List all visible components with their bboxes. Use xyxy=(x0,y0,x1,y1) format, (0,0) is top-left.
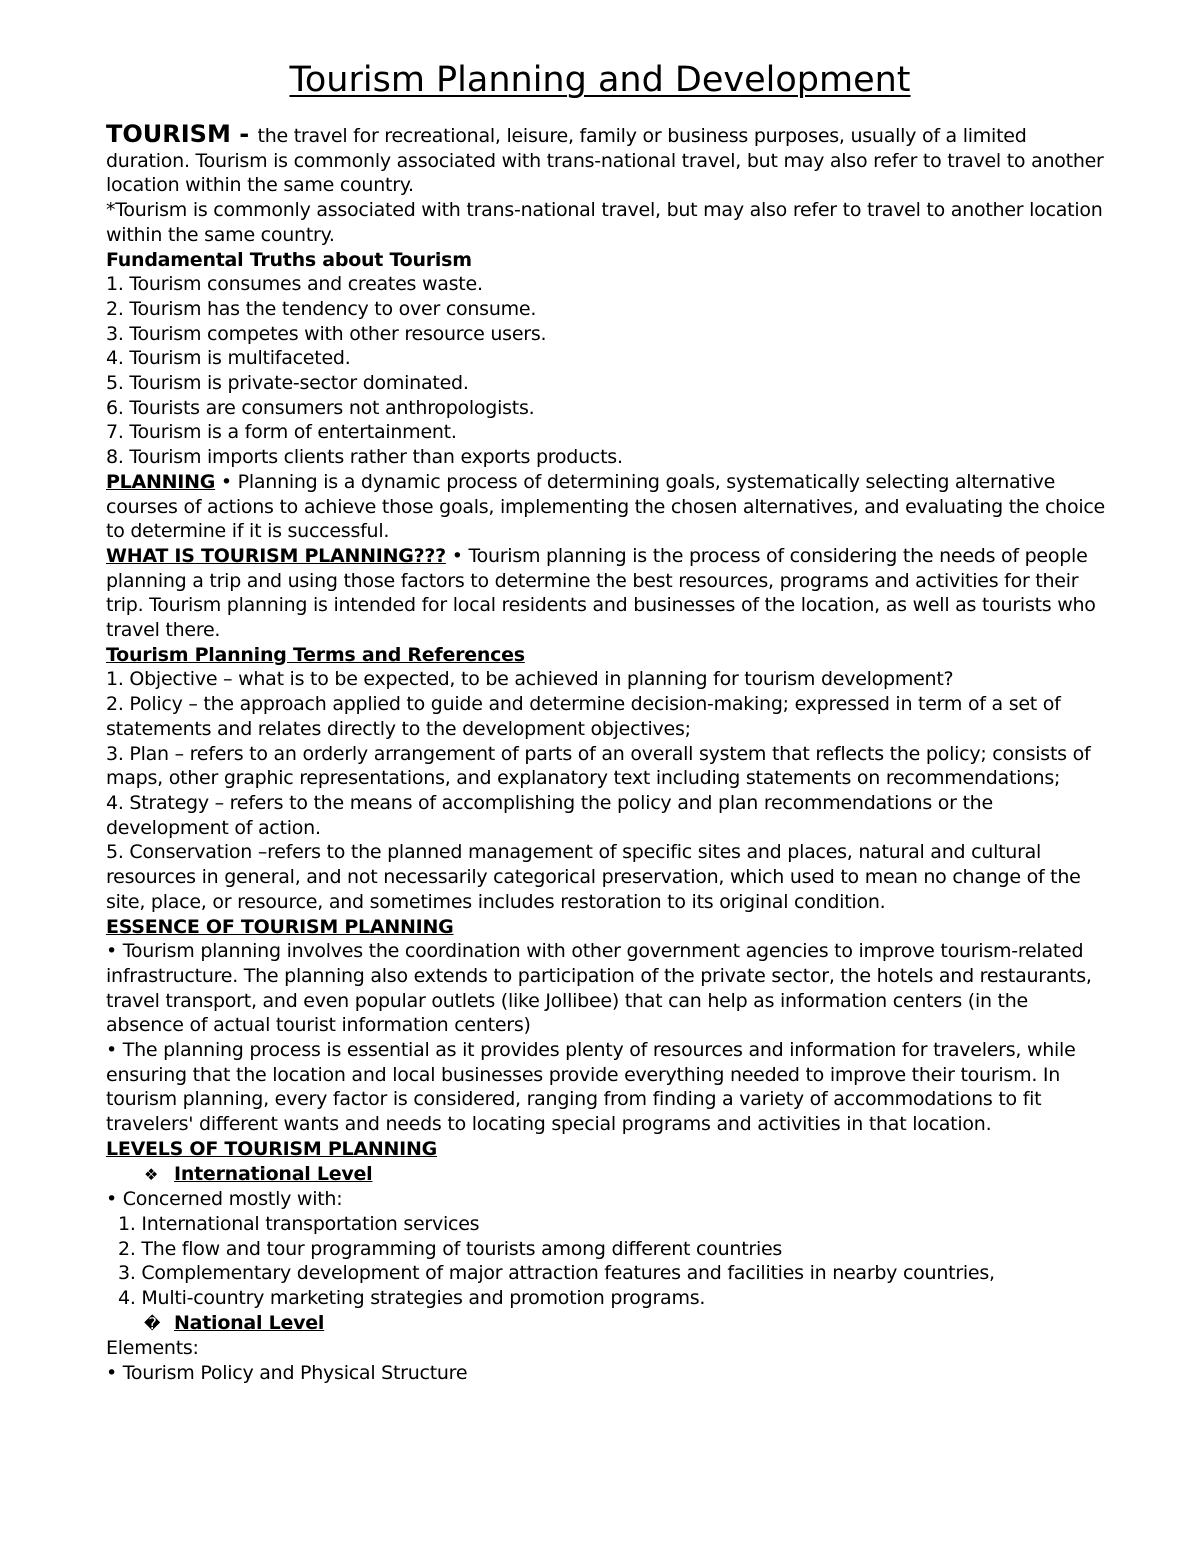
fundamental-truths-list xyxy=(106,272,1106,470)
list-item: 1. Objective – what is to be expected, to be achieved in planning for tourism development? xyxy=(106,668,954,691)
levels-heading: LEVELS OF TOURISM PLANNING xyxy=(106,1137,437,1160)
national-elements-label: Elements: xyxy=(106,1337,199,1360)
list-item: 2. The flow and tour programming of tourists among different countries xyxy=(118,1237,783,1260)
national-level-label: National Level xyxy=(174,1311,325,1334)
list-item: 1. International transportation services xyxy=(118,1212,480,1235)
list-item: 2. Tourism has the tendency to over consume. xyxy=(106,297,537,320)
list-item: 5. Conservation –refers to the planned management of specific sites and places, natural and cultural resources in general, and not necessarily categorical preservation, which used to mean no change of the site, place, or resource, and sometimes includes restoration to its original condition. xyxy=(106,841,1081,913)
page-title: Tourism Planning and Development xyxy=(289,60,911,100)
list-item: • Tourism Policy and Physical Structure xyxy=(106,1362,468,1385)
diamond-bullet-icon: ❖ xyxy=(144,1164,159,1184)
list-item: 4. Strategy – refers to the means of accomplishing the policy and plan recommendations or the development of action. xyxy=(106,791,993,839)
list-item: • Tourism planning involves the coordination with other government agencies to improve tourism-related infrastructure. The planning also extends to participation of the private sector, the hotels and restaurants, travel transport, and even popular outlets (like Jollibee) that can help as information centers (in the absence of actual tourist information centers) xyxy=(106,940,1092,1037)
international-level-label: International Level xyxy=(174,1162,373,1185)
tourism-definition-paragraph xyxy=(106,122,1106,198)
list-item: 7. Tourism is a form of entertainment. xyxy=(106,421,457,444)
list-item: 4. Tourism is multifaceted. xyxy=(106,347,351,370)
list-item: 4. Multi-country marketing strategies and promotion programs. xyxy=(118,1287,706,1310)
tourism-note: *Tourism is commonly associated with trans-national travel, but may also refer to travel to another location within the same country. xyxy=(106,199,1103,246)
essence-heading: ESSENCE OF TOURISM PLANNING xyxy=(106,915,454,938)
list-item: 5. Tourism is private-sector dominated. xyxy=(106,372,469,395)
replacement-glyph-bullet-icon: � xyxy=(144,1313,161,1333)
international-intro: • Concerned mostly with: xyxy=(106,1188,343,1211)
terms-heading: Tourism Planning Terms and References xyxy=(106,643,525,666)
what-is-tourism-planning-definition: • Tourism planning is the process of considering the needs of people planning a trip and using those factors to determine the best resources, programs and activities for their trip. Tourism planning is intended for local residents and businesses of the location, as well as tourists who travel there. xyxy=(106,544,1096,642)
planning-paragraph xyxy=(106,470,1106,544)
list-item: 1. Tourism consumes and creates waste. xyxy=(106,273,483,296)
list-item: • The planning process is essential as it provides plenty of resources and information for travelers, while ensuring that the location and local businesses provide everything needed to improve their tourism. In tourism planning, every factor is considered, ranging from finding a variety of accommodations to fit travelers' different wants and needs to locating special programs and activities in that location. xyxy=(106,1039,1076,1136)
list-item: 3. Complementary development of major attraction features and facilities in nearby countries, xyxy=(118,1262,995,1285)
terms-list xyxy=(106,667,1106,914)
international-list xyxy=(106,1212,1106,1311)
national-level-heading xyxy=(106,1311,1106,1337)
national-list xyxy=(106,1361,1106,1386)
fundamental-truths-heading: Fundamental Truths about Tourism xyxy=(106,248,472,271)
list-item: 3. Plan – refers to an orderly arrangement of parts of an overall system that reflects the policy; consists of maps, other graphic representations, and explanatory text including statements on recommendations; xyxy=(106,742,1091,790)
tourism-definition: the travel for recreational, leisure, family or business purposes, usually of a limited duration. Tourism is commonly associated with trans-national travel, but may also refer to travel to another location within the same country. xyxy=(106,125,1104,197)
what-is-tourism-planning-term: WHAT IS TOURISM PLANNING??? xyxy=(106,544,446,567)
list-item: 6. Tourists are consumers not anthropologists. xyxy=(106,396,535,419)
what-is-tourism-planning-paragraph xyxy=(106,544,1106,643)
tourism-term: TOURISM - xyxy=(106,120,258,148)
essence-list xyxy=(106,939,1106,1137)
list-item: 2. Policy – the approach applied to guide and determine decision-making; expressed in term of a set of statements and relates directly to the development objectives; xyxy=(106,693,1061,740)
document-body xyxy=(106,122,1106,1386)
list-item: 3. Tourism competes with other resource users. xyxy=(106,322,547,345)
list-item: 8. Tourism imports clients rather than exports products. xyxy=(106,446,623,469)
planning-term: PLANNING xyxy=(106,470,216,493)
planning-definition: • Planning is a dynamic process of determining goals, systematically selecting alternative courses of actions to achieve those goals, implementing the chosen alternatives, and evaluating the choice to determine if it is successful. xyxy=(106,470,1105,543)
international-level-heading xyxy=(106,1162,1106,1188)
